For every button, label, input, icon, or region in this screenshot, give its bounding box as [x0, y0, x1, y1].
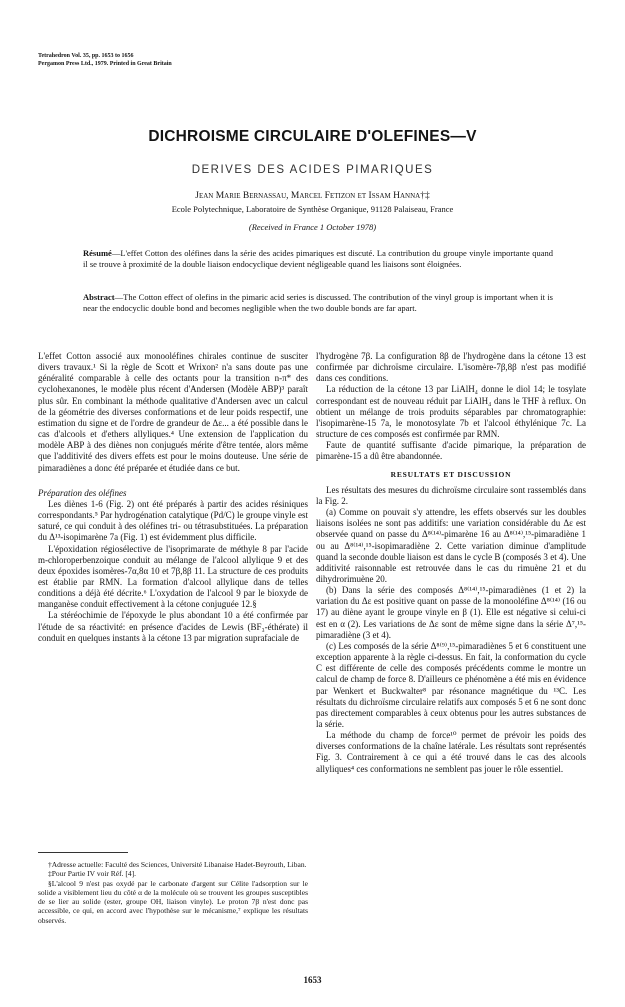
footnotes	[38, 860, 308, 925]
continuation-paragraph: l'hydrogène 7β. La configuration 8β de l'hydrogène dans la cétone 13 est confirmée par dichroïsme circulaire. L'isomère-7β,8β n'est pas modifié dans ces conditions.	[316, 351, 586, 384]
footnote-part: ‡Pour Partie IV voir Réf. [4].	[48, 869, 136, 879]
resume-text: —L'effet Cotton des oléfines dans la série des acides pimariques est discuté. La contribution du groupe vinyle importante quand il se trouve à proximité de la double liaison endocyclique devient négligeable quand les liaisons sont éloignées.	[83, 248, 553, 269]
reduction-paragraph: La réduction de la cétone 13 par LiAlH₄ donne le diol 14; le tosylate correspondant est de nouveau réduit par LiAlH₄ dans le THF à reflux. On obtient un mélange de trois produits séparables par chromatographie: l'isopimarène-15 7a, le monotosylate 7b et l'alcool éthylénique 7c. La structure de ces composés est confirmée par RMN.	[316, 384, 586, 440]
results-point-a: (a) Comme on pouvait s'y attendre, les effets observés sur les doubles liaisons isolées ne sont pas additifs: une variation considérable du Δε est observée quand on passe du Δ⁸⁽¹⁴⁾-pimarène 16 au Δ⁸⁽¹⁴⁾,¹⁵-pimaradiène 1 ou au Δ⁸⁽¹⁴⁾,¹⁵-isopimaradiène 2. Cette variation diminue d'amplitude quand la seconde double liaison est dans le cycle B (composés 3 et 4). Une additivité raisonnable est retrouvée dans le cas du rimuène 21 et du dihydrorimuène 20.	[316, 507, 586, 584]
abstract-label: Abstract	[83, 292, 115, 302]
resume-block	[83, 248, 553, 270]
affiliation: Ecole Polytechnique, Laboratoire de Synthèse Organique, 91128 Palaiseau, France	[171, 204, 454, 214]
journal-citation: Tetrahedron Vol. 35, pp. 1653 to 1656	[38, 53, 134, 59]
force-field-paragraph: La méthode du champ de force¹⁰ permet de prévoir les poids des diverses conformations de la chaîne latérale. Les résultats sont représentés Fig. 3. Contrairement à ce qui a été trouvé dans le cas des alcools allyliques⁴ ces conformations ne semblent pas jouer le rôle essentiel.	[316, 730, 586, 774]
right-column	[316, 351, 586, 775]
preparation-paragraph-2: L'époxidation régiosélective de l'isoprimarate de méthyle 8 par l'acide m-chloroperbenzoique conduit au mélange de l'alcool allylique 9 et des deux époxides isomères-7α,8α 10 et 7β,8β 11. La structure de ces produits est établie par RMN. La formation d'alcool allylique dans de telles conditions a déjà été décrite.⁶ L'oxydation de l'alcool 9 par le bioxyde de manganèse conduit effectivement à la cétone conjuguée 12.§	[38, 543, 308, 610]
results-point-b: (b) Dans la série des composés Δ⁸⁽¹⁴⁾,¹⁵-pimaradiènes (1 et 2) la variation du Δε est positive quant on passe de la monooléfine Δ⁸⁽¹⁴⁾ (16 ou 17) au diène ayant le groupe vinyle en β (1). Elle est négative si celui-ci est en α (2). Les variations de Δε sont de même signe dans la série Δ⁷,¹⁵-pimaradiène (3 et 4).	[316, 585, 586, 640]
journal-publisher: Pergamon Press Ltd., 1979. Printed in Great Britain	[38, 61, 172, 67]
article-subtitle: DERIVES DES ACIDES PIMARIQUES	[191, 164, 434, 176]
author-list: Jean Marie Bernassau, Marcel Fetizon et Issam Hanna†‡	[195, 191, 430, 201]
results-point-c: (c) Les composés de la série Δ⁸⁽⁹⁾,¹⁵-pimaradiènes 5 et 6 constituent une exception apparente à la règle ci-dessus. En fait, la conformation du cycle C est différente de celle des composés précédents comme le montre un calcul de champ de force 8. D'ailleurs ce phénomène a été mis en évidence par Wenkert et Buckwalter⁸ par résonance magnétique du ¹³C. Les résultats du dichroïsme circulaire relatifs aux composés 5 et 6 ne sont donc pas directement comparables à ceux obtenus pour les autres substances de la série.	[316, 640, 586, 729]
shortage-paragraph: Faute de quantité suffisante d'acide pimarique, la préparation de pimarène-15 a dû être abandonnée.	[316, 440, 586, 462]
resume-label: Résumé	[83, 248, 112, 258]
abstract-text: —The Cotton effect of olefins in the pimaric acid series is discussed. The contribution of the vinyl group is important when it is near the endocyclic double bond and becomes negligible when the two double bonds are far apart.	[83, 292, 553, 313]
footnote-oxidation: §L'alcool 9 n'est pas oxydé par le carbonate d'argent sur Célite l'adsorption sur le solide a visiblement lieu du côté α de la molécule où se trouvent les groupes susceptibles de se lier au solide (ester, groupe OH, liaison vinyle). Le proton 7β n'est donc pas accessible, ce qui, en accord avec l'hypothèse sur le mécanisme,⁷ explique les résultats observés.	[38, 878, 308, 925]
results-intro: Les résultats des mesures du dichroïsme circulaire sont rassemblés dans la Fig. 2.	[316, 484, 586, 506]
section-heading-results: RESULTATS ET DISCUSSION	[390, 469, 512, 479]
page-number: 1653	[303, 975, 322, 985]
abstract-block	[83, 292, 553, 314]
journal-header	[38, 52, 172, 68]
preparation-paragraph-3: La stéréochimie de l'époxyde le plus abondant 10 a été confirmée par l'étude de sa réactivité: en présence d'acides de Lewis (BF₃-éthérate) il conduit en quelques instants à la cétone 13 par migration suprafaciale de	[38, 610, 308, 643]
section-heading-preparation: Préparation des oléfines	[38, 487, 127, 498]
footnote-divider	[38, 852, 128, 853]
footnote-address: †Adresse actuelle: Faculté des Sciences, Université Libanaise Hadet-Beyrouth, Liban.	[48, 860, 307, 869]
intro-paragraph: L'effet Cotton associé aux monooléfines chirales continue de susciter divers travaux.¹ Si la règle de Scott et Wrixon² n'a sans doute pas une généralité comparable à celle des octants pour la transition n-π* des cyclohexanones, le modèle plus récent d'Andersen (Modèle ABP)³ paraît plus sûr. En combinant la méthode qualitative d'Andersen avec un calcul de la géométrie des diverses conformations et de leur poids respectif, une estimation du signe et de l'ordre de grandeur de Δε... a été possible dans le cas d'alcools et d'ethers allyliques.⁴ Une extension de l'application du modèle ABP à des diènes non conjugués mérite d'être tentée, alors même que l'additivité des divers effets est pour le moins douteuse. Une série de pimaradiènes a donc été préparée et étudiée dans ce but.	[38, 351, 308, 473]
article-title: DICHROISME CIRCULAIRE D'OLEFINES—V	[148, 128, 477, 145]
left-column	[38, 351, 308, 644]
preparation-paragraph-1: Les diènes 1-6 (Fig. 2) ont été préparés à partir des acides résiniques correspondants.⁵ Par hydrogénation catalytique (Pd/C) le groupe vinyle est saturé, ce qui conduit à des oléfines tri- ou tétrasubstituées. La préparation du Δ¹³-isopimarène 7a (Fig. 1) est évidemment plus difficile.	[38, 498, 308, 543]
received-date: (Received in France 1 October 1978)	[248, 222, 377, 232]
